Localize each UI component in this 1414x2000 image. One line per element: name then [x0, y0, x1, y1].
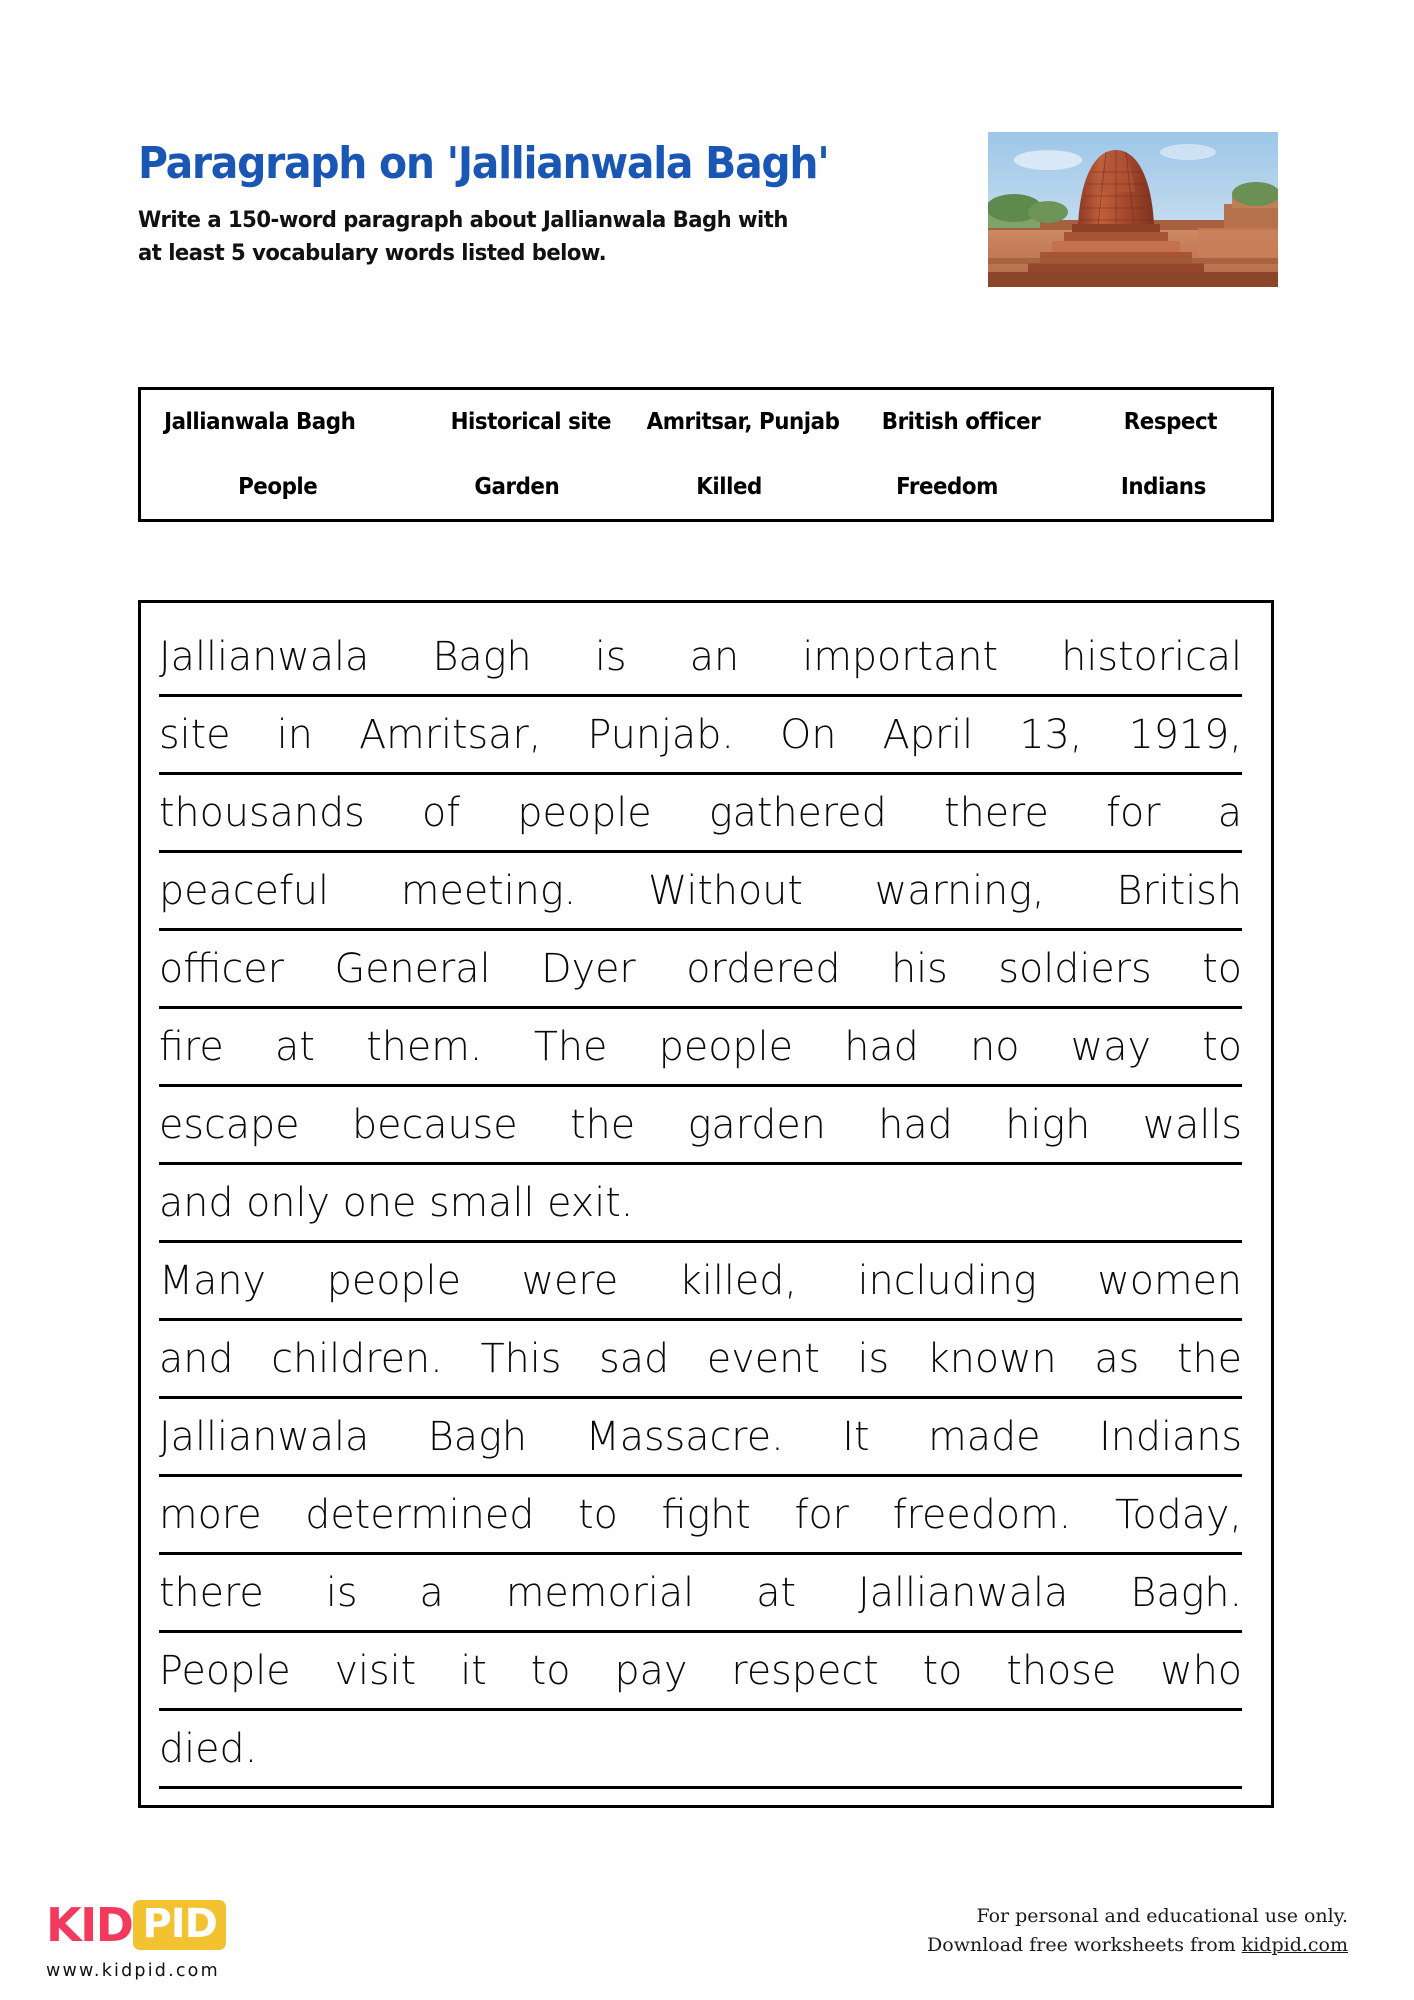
page-footer [0, 1880, 1414, 2000]
answer-word: site [159, 711, 231, 758]
answer-word: people [517, 789, 652, 836]
answer-word: Many [159, 1257, 266, 1304]
answer-word: People [159, 1647, 291, 1694]
answer-word: had [844, 1023, 919, 1070]
answer-line [159, 1165, 1242, 1243]
answer-word: the [1176, 1335, 1242, 1382]
vocabulary-word: Jallianwala Bagh [164, 409, 356, 436]
answer-word: way [1070, 1023, 1151, 1070]
vocabulary-word: Respect [1124, 409, 1218, 436]
answer-word: Jallianwala [159, 633, 370, 680]
answer-word: more [159, 1491, 262, 1538]
answer-word: visit [334, 1647, 417, 1694]
answer-word: known [926, 1335, 1057, 1382]
vocabulary-word: Garden [474, 473, 560, 500]
answer-box[interactable] [138, 600, 1274, 1808]
answer-word: warning, [874, 867, 1045, 914]
answer-word: a [1217, 789, 1243, 836]
answer-word: General [334, 945, 491, 992]
answer-word: an [689, 633, 740, 680]
page-title: Paragraph on 'Jallianwala Bagh' [138, 138, 829, 189]
answer-word: respect [731, 1647, 879, 1694]
footer-notice-prefix: Download free worksheets from [927, 1934, 1242, 1957]
answer-line [159, 1399, 1242, 1477]
answer-word: there [159, 1569, 264, 1616]
answer-word: who [1160, 1647, 1243, 1694]
answer-word: people [658, 1023, 793, 1070]
answer-word: for [794, 1491, 849, 1538]
answer-line [159, 1555, 1242, 1633]
answer-word: Dyer [541, 945, 636, 992]
answer-word: and [159, 1335, 234, 1382]
answer-word: a [419, 1569, 444, 1616]
answer-word: only [246, 1179, 330, 1226]
answer-word: his [891, 945, 948, 992]
answer-word: is [594, 633, 627, 680]
answer-line [159, 1633, 1242, 1711]
answer-word: British [1116, 867, 1243, 914]
answer-word: those [1006, 1647, 1117, 1694]
answer-line [159, 1243, 1242, 1321]
vocabulary-word: Amritsar, Punjab [646, 409, 840, 436]
answer-word: sad [599, 1335, 670, 1382]
answer-word: made [928, 1413, 1041, 1460]
answer-word: April [882, 711, 974, 758]
answer-word: is [857, 1335, 890, 1382]
answer-word: in [276, 711, 313, 758]
answer-lines-container [159, 619, 1253, 1789]
answer-word: Jallianwala [858, 1569, 1069, 1616]
footer-notice-line-2 [927, 1931, 1348, 1960]
answer-line [159, 1711, 1242, 1789]
answer-word: walls [1142, 1101, 1242, 1148]
answer-word: meeting. [400, 867, 577, 914]
answer-word: died. [159, 1725, 258, 1772]
answer-word: Jallianwala [159, 1413, 370, 1460]
answer-line [159, 619, 1242, 697]
vocabulary-word: Killed [696, 473, 762, 500]
answer-word: there [944, 789, 1049, 836]
vocabulary-row [141, 455, 1271, 520]
logo-kid-text: KID [46, 1898, 133, 1952]
answer-word: peaceful [159, 867, 329, 914]
answer-line [159, 931, 1242, 1009]
answer-word: for [1106, 789, 1161, 836]
instructions-text: Write a 150-word paragraph about Jallianwala Bagh with at least 5 vocabulary words listed below. [138, 206, 788, 267]
footer-notice-line-1: For personal and educational use only. [976, 1905, 1348, 1927]
answer-word: people [326, 1257, 461, 1304]
answer-word: determined [305, 1491, 535, 1538]
answer-word: Indians [1099, 1413, 1243, 1460]
answer-word: Massacre. [585, 1413, 784, 1460]
vocabulary-word: People [238, 473, 318, 500]
answer-word: officer [159, 945, 284, 992]
vocabulary-box [138, 387, 1274, 522]
answer-word: fire [159, 1023, 224, 1070]
answer-word: including [857, 1257, 1037, 1304]
logo-pid-text: PID [133, 1900, 225, 1950]
answer-line [159, 1009, 1242, 1087]
answer-word: one [342, 1179, 417, 1226]
answer-word: Bagh. [1130, 1569, 1243, 1616]
answer-word: because [352, 1101, 518, 1148]
vocabulary-row [141, 390, 1271, 455]
answer-word: 1919, [1128, 711, 1242, 758]
answer-word: exit. [547, 1179, 634, 1226]
answer-word: the [570, 1101, 636, 1148]
answer-word: freedom. [892, 1491, 1072, 1538]
answer-word: thousands [159, 789, 365, 836]
answer-word: were [521, 1257, 619, 1304]
answer-word: fight [661, 1491, 751, 1538]
header-text-block [138, 140, 1018, 271]
answer-word: to [922, 1647, 963, 1694]
answer-word: memorial [505, 1569, 695, 1616]
answer-word: event [706, 1335, 820, 1382]
answer-word: pay [614, 1647, 688, 1694]
answer-word: Bagh [432, 633, 532, 680]
answer-word: Without [648, 867, 803, 914]
answer-word: at [275, 1023, 315, 1070]
logo-website-url: www.kidpid.com [46, 1961, 220, 1981]
answer-word: killed, [678, 1257, 797, 1304]
answer-word: ordered [686, 945, 841, 992]
answer-word: 13, [1019, 711, 1083, 758]
kidpid-link[interactable]: kidpid.com [1241, 1934, 1348, 1957]
answer-word: no [970, 1023, 1020, 1070]
worksheet-header [138, 140, 1278, 370]
answer-word: to [530, 1647, 571, 1694]
answer-word: had [878, 1101, 953, 1148]
answer-line [159, 775, 1242, 853]
answer-word: escape [159, 1101, 300, 1148]
answer-word: gathered [708, 789, 887, 836]
answer-word: and [159, 1179, 234, 1226]
answer-word: to [1202, 1023, 1242, 1070]
answer-word: it [460, 1647, 487, 1694]
jallianwala-bagh-photo [988, 132, 1278, 287]
answer-word: as [1094, 1335, 1140, 1382]
answer-word: women [1097, 1257, 1243, 1304]
kidpid-logo[interactable] [46, 1898, 266, 1981]
answer-word: them. [366, 1023, 483, 1070]
answer-word: to [1202, 945, 1242, 992]
vocabulary-word: British officer [881, 409, 1041, 436]
vocabulary-word: Freedom [896, 473, 999, 500]
answer-word: Punjab. [587, 711, 734, 758]
answer-word: On [780, 711, 837, 758]
answer-word: is [325, 1569, 358, 1616]
answer-word: important [802, 633, 998, 680]
answer-word: children. [271, 1335, 443, 1382]
answer-word: Bagh [427, 1413, 527, 1460]
answer-word: This [480, 1335, 562, 1382]
answer-word: garden [687, 1101, 826, 1148]
answer-word: Amritsar, [359, 711, 542, 758]
footer-notice [927, 1902, 1348, 1961]
answer-word: The [533, 1023, 608, 1070]
answer-word: to [578, 1491, 618, 1538]
logo-wordmark [46, 1898, 266, 1952]
answer-word: of [421, 789, 461, 836]
vocabulary-word: Indians [1121, 473, 1207, 500]
answer-word: Today, [1114, 1491, 1243, 1538]
answer-word: It [842, 1413, 870, 1460]
vocabulary-word: Historical site [451, 409, 612, 436]
answer-line [159, 853, 1242, 931]
answer-word: soldiers [998, 945, 1152, 992]
answer-word: at [756, 1569, 797, 1616]
answer-word: historical [1061, 633, 1243, 680]
answer-word: small [428, 1179, 535, 1226]
answer-line [159, 697, 1242, 775]
answer-line [159, 1321, 1242, 1399]
answer-line [159, 1087, 1242, 1165]
answer-line [159, 1477, 1242, 1555]
answer-word: high [1005, 1101, 1091, 1148]
